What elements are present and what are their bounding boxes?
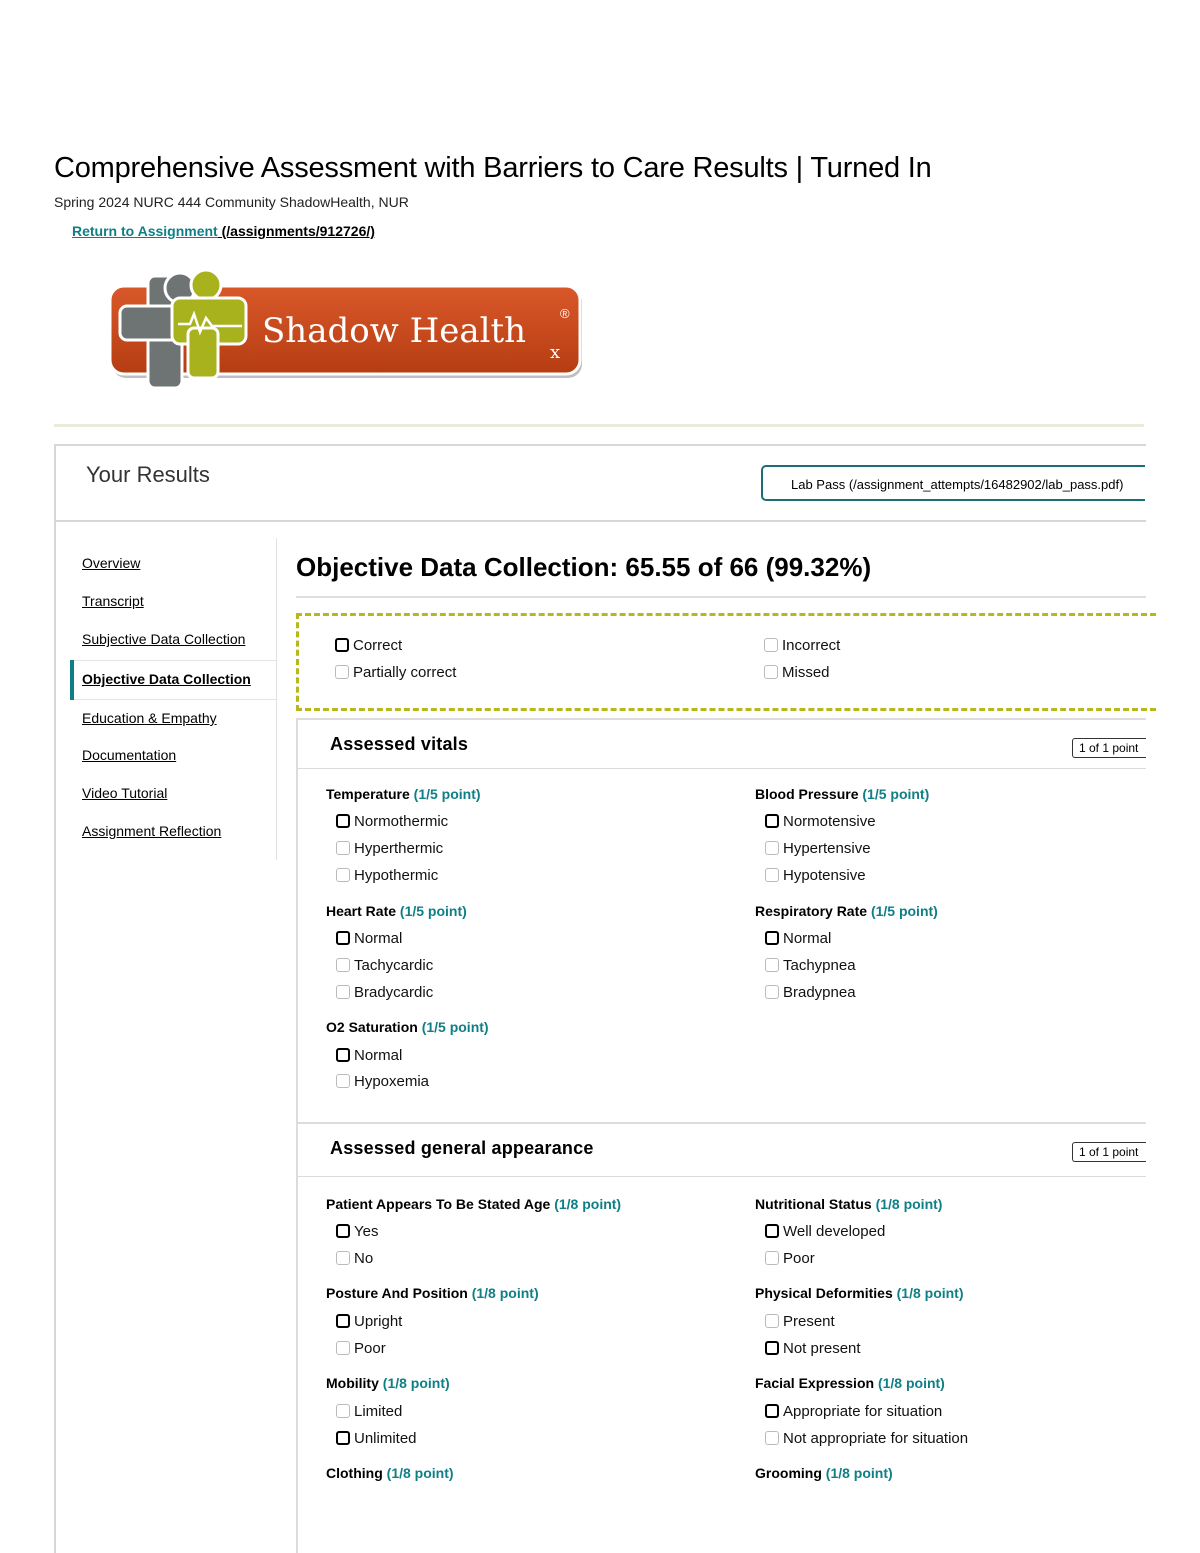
lab-pass-button[interactable]: Lab Pass (/assignment_attempts/16482902/lab_pass.pdf) (761, 465, 1145, 501)
question-grooming (755, 1465, 893, 1481)
checkbox-icon (336, 1048, 350, 1062)
card-score-badge: 1 of 1 point (1072, 738, 1146, 758)
question-label: Blood Pressure (755, 786, 859, 802)
partial-checkbox-icon (335, 665, 349, 679)
question-label: Patient Appears To Be Stated Age (326, 1196, 551, 1212)
checkbox-icon (765, 841, 779, 855)
question-facial-expression (755, 1375, 945, 1391)
checkbox-icon (765, 814, 779, 828)
option-label: Upright (354, 1313, 403, 1330)
option (336, 840, 443, 857)
active-item-indicator (70, 660, 74, 700)
checkbox-icon (336, 958, 350, 972)
question-points: (1/5 point) (413, 786, 481, 802)
option (336, 1073, 429, 1090)
results-title: Your Results (86, 462, 210, 487)
legend-missed-label: Missed (782, 664, 830, 681)
checkbox-icon (765, 868, 779, 882)
option (336, 984, 433, 1001)
option (336, 1430, 417, 1447)
sidebar-item-subjective-data[interactable]: Subjective Data Collection (82, 631, 246, 647)
option (765, 957, 856, 974)
option-label: Normal (783, 930, 832, 947)
question-points: (1/5 point) (399, 903, 467, 919)
question-points: (1/8 point) (877, 1375, 945, 1391)
logo-text: Shadow Health (262, 311, 527, 351)
question-blood-pressure (755, 786, 929, 802)
sidebar-item-education-empathy[interactable]: Education & Empathy (82, 710, 217, 726)
question-label: Nutritional Status (755, 1196, 872, 1212)
checkbox-icon (336, 1404, 350, 1418)
question-nutritional-status (755, 1196, 942, 1212)
header-divider (54, 424, 1144, 427)
option-label: Appropriate for situation (783, 1403, 943, 1420)
results-header-divider (56, 520, 1146, 522)
course-subtitle: Spring 2024 NURC 444 Community ShadowHealth, NUR (54, 194, 409, 210)
question-physical-deformities (755, 1285, 964, 1301)
question-points: (1/5 point) (421, 1019, 489, 1035)
return-to-assignment-link[interactable] (72, 223, 375, 239)
checkbox-icon (336, 1224, 350, 1238)
legend-correct-label: Correct (353, 637, 403, 654)
option (336, 957, 433, 974)
checkbox-icon (765, 1341, 779, 1355)
option (765, 840, 871, 857)
option-label: Not present (783, 1340, 861, 1357)
legend-correct (335, 637, 402, 654)
option-label: Normotensive (783, 813, 876, 830)
option (336, 1313, 402, 1330)
card-title: Assessed vitals (330, 734, 469, 754)
shadow-health-logo (108, 268, 588, 396)
legend-partial (335, 664, 456, 681)
legend-missed (764, 664, 830, 681)
checkbox-icon (765, 931, 779, 945)
question-points: (1/8 point) (875, 1196, 943, 1212)
card-score-badge: 1 of 1 point (1072, 1142, 1146, 1162)
option (765, 1430, 968, 1447)
option (765, 1340, 861, 1357)
legend-incorrect (764, 637, 840, 654)
option-label: Hypothermic (354, 867, 439, 884)
question-posture-position (326, 1285, 539, 1301)
sidebar-item-transcript[interactable]: Transcript (82, 593, 144, 609)
card-title: Assessed general appearance (330, 1138, 594, 1158)
option (336, 867, 438, 884)
option (336, 1223, 378, 1240)
option (765, 1313, 835, 1330)
question-points: (1/5 point) (870, 903, 938, 919)
question-label: Posture And Position (326, 1285, 468, 1301)
question-heart-rate (326, 903, 467, 919)
question-o2-saturation (326, 1019, 489, 1035)
question-stated-age (326, 1196, 621, 1212)
option-label: No (354, 1250, 374, 1267)
section-divider (296, 596, 1146, 598)
checkbox-icon (336, 1314, 350, 1328)
checkbox-icon (765, 1404, 779, 1418)
logo-rx-mark: x (550, 342, 561, 363)
question-points: (1/8 point) (825, 1465, 893, 1481)
question-label: Clothing (326, 1465, 383, 1481)
question-mobility (326, 1375, 450, 1391)
option (336, 813, 448, 830)
option (336, 1403, 402, 1420)
page-title: Comprehensive Assessment with Barriers to Care Results | Turned In (54, 152, 932, 184)
checkbox-icon (336, 814, 350, 828)
option-label: Not appropriate for situation (783, 1430, 969, 1447)
question-label: Mobility (326, 1375, 379, 1391)
option-label: Present (783, 1313, 835, 1330)
option-label: Well developed (783, 1223, 886, 1240)
checkbox-icon (765, 958, 779, 972)
return-link-text[interactable]: Return to Assignment (72, 223, 218, 239)
option-label: Normal (354, 1047, 403, 1064)
option (765, 1403, 942, 1420)
section-title: Objective Data Collection: 65.55 of 66 (99.32%) (296, 552, 872, 582)
option-label: Normal (354, 930, 403, 947)
option-label: Hypotensive (783, 867, 866, 884)
question-label: Grooming (755, 1465, 822, 1481)
checkbox-icon (336, 1074, 350, 1088)
checkbox-icon (765, 985, 779, 999)
sidebar-item-video-tutorial[interactable]: Video Tutorial (82, 785, 168, 801)
question-label: O2 Saturation (326, 1019, 418, 1035)
registered-mark: ® (560, 306, 570, 321)
checkbox-icon (765, 1224, 779, 1238)
question-points: (1/8 point) (554, 1196, 622, 1212)
checkbox-icon (765, 1431, 779, 1445)
option (336, 1250, 373, 1267)
checkbox-icon (336, 1431, 350, 1445)
question-label: Temperature (326, 786, 410, 802)
option-label: Unlimited (354, 1430, 417, 1447)
checkbox-icon (336, 1251, 350, 1265)
option-label: Bradypnea (783, 984, 856, 1001)
option (765, 984, 856, 1001)
option (336, 1047, 402, 1064)
answer-legend (296, 613, 1156, 711)
option-label: Poor (783, 1250, 815, 1267)
option (765, 1250, 815, 1267)
sidebar-item-overview[interactable]: Overview (82, 555, 141, 571)
question-points: (1/8 point) (382, 1375, 450, 1391)
question-label: Physical Deformities (755, 1285, 893, 1301)
option-label: Tachycardic (354, 957, 434, 974)
option-label: Normothermic (354, 813, 449, 830)
question-points: (1/5 point) (862, 786, 930, 802)
card-assessed-general-appearance (296, 1122, 1146, 1553)
question-label: Facial Expression (755, 1375, 875, 1391)
question-points: (1/8 point) (896, 1285, 964, 1301)
option-label: Hypoxemia (354, 1073, 430, 1090)
question-points: (1/8 point) (471, 1285, 539, 1301)
checkbox-icon (765, 1251, 779, 1265)
option (765, 867, 866, 884)
return-link-path: (/assignments/912726/) (217, 223, 375, 239)
checkbox-icon (336, 931, 350, 945)
card-assessed-vitals (296, 718, 1146, 1122)
checkbox-icon (336, 1341, 350, 1355)
option (765, 1223, 885, 1240)
option (765, 930, 831, 947)
option (336, 1340, 386, 1357)
incorrect-checkbox-icon (764, 638, 778, 652)
question-temperature (326, 786, 481, 802)
missed-checkbox-icon (764, 665, 778, 679)
legend-incorrect-label: Incorrect (782, 637, 841, 654)
option-label: Yes (354, 1223, 379, 1240)
option-label: Hypertensive (783, 840, 871, 857)
sidebar-item-objective-data[interactable]: Objective Data Collection (82, 671, 251, 687)
question-respiratory-rate (755, 903, 938, 919)
option (336, 930, 402, 947)
question-label: Respiratory Rate (755, 903, 868, 919)
checkbox-icon (336, 985, 350, 999)
question-clothing (326, 1465, 454, 1481)
sidebar-item-documentation[interactable]: Documentation (82, 747, 177, 763)
card-header (298, 720, 1146, 769)
legend-partial-label: Partially correct (353, 664, 457, 681)
option-label: Poor (354, 1340, 386, 1357)
checkbox-icon (336, 868, 350, 882)
question-label: Heart Rate (326, 903, 397, 919)
question-points: (1/8 point) (386, 1465, 454, 1481)
checkbox-icon (336, 841, 350, 855)
sidebar-item-assignment-reflection[interactable]: Assignment Reflection (82, 823, 222, 839)
option-label: Tachypnea (783, 957, 856, 974)
sidebar-nav (70, 538, 277, 860)
option-label: Bradycardic (354, 984, 434, 1001)
option-label: Limited (354, 1403, 403, 1420)
option (765, 813, 876, 830)
card-header (298, 1124, 1146, 1177)
option-label: Hyperthermic (354, 840, 444, 857)
checkbox-icon (765, 1314, 779, 1328)
correct-checkbox-icon (335, 638, 349, 652)
